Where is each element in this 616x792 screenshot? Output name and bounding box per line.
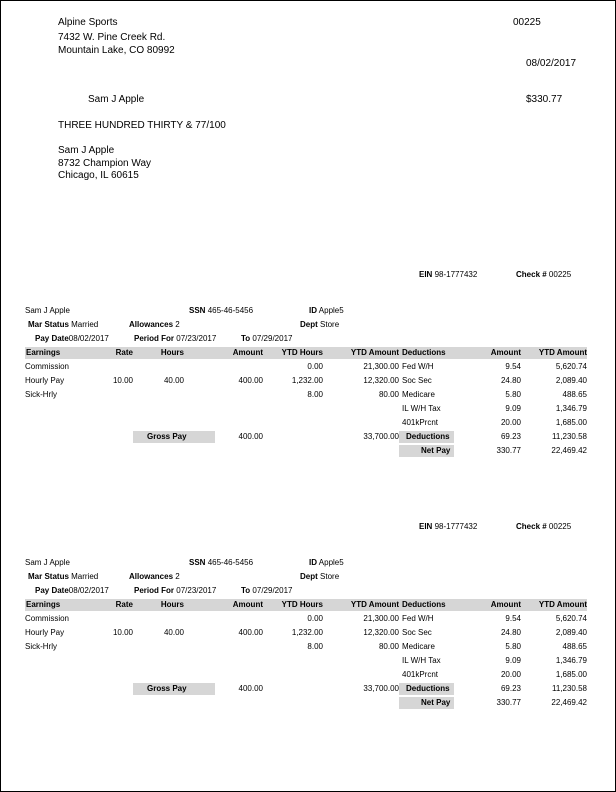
net-pay-amount: 330.77 <box>496 698 521 707</box>
pay-date-label: Pay Date <box>35 334 69 343</box>
deduction-amount: 9.54 <box>505 362 521 371</box>
deduction-name: IL W/H Tax <box>402 404 441 413</box>
id-value: Apple5 <box>318 558 344 567</box>
payee-name: Sam J Apple <box>88 94 145 105</box>
col-hours: Hours <box>160 348 184 357</box>
earning-ytd-hours: 8.00 <box>307 390 323 399</box>
pay-stub <box>1 269 615 529</box>
gross-pay-amount: 400.00 <box>238 684 263 693</box>
earning-ytd-amount: 21,300.00 <box>363 614 399 623</box>
earning-ytd-hours: 0.00 <box>307 614 323 623</box>
col-ytd-hours: YTD Hours <box>281 348 323 357</box>
gross-pay-ytd: 33,700.00 <box>363 684 399 693</box>
gross-pay-label: Gross Pay <box>147 684 187 693</box>
check-amount: $330.77 <box>526 94 563 105</box>
ein-value: 98-1777432 <box>434 522 478 531</box>
id-value: Apple5 <box>318 306 344 315</box>
ein-label: EIN <box>419 522 433 531</box>
col-ded-ytd: YTD Amount <box>538 348 587 357</box>
check-number: 00225 <box>513 17 541 28</box>
earning-ytd-hours: 1,232.00 <box>291 628 323 637</box>
mailing-address-line1: 8732 Champion Way <box>58 158 152 169</box>
col-deductions: Deductions <box>402 348 446 357</box>
net-pay-ytd: 22,469.42 <box>551 698 587 707</box>
net-pay-label: Net Pay <box>421 446 451 455</box>
pay-date-value: 08/02/2017 <box>68 586 109 595</box>
pay-stub <box>1 521 615 781</box>
deductions-total-label: Deductions <box>406 684 450 693</box>
deduction-ytd: 1,346.79 <box>555 656 587 665</box>
deduction-ytd: 488.65 <box>562 642 587 651</box>
dept-label: Dept <box>300 572 318 581</box>
dept-value: Store <box>320 572 340 581</box>
earning-name: Hourly Pay <box>25 376 65 385</box>
id-label: ID <box>309 558 317 567</box>
net-pay-label: Net Pay <box>421 698 451 707</box>
col-ded-amount: Amount <box>490 600 521 609</box>
col-rate: Rate <box>115 348 133 357</box>
col-amount: Amount <box>232 348 263 357</box>
net-pay-amount: 330.77 <box>496 446 521 455</box>
allowances-label: Allowances <box>129 320 174 329</box>
deduction-amount: 9.54 <box>505 614 521 623</box>
check-no-value: 00225 <box>548 522 572 531</box>
check-no-label: Check # <box>516 270 547 279</box>
gross-pay-amount: 400.00 <box>238 432 263 441</box>
deduction-amount: 5.80 <box>505 642 521 651</box>
pay-date-label: Pay Date <box>35 586 69 595</box>
mar-status-value: Married <box>71 572 99 581</box>
id-label: ID <box>309 306 317 315</box>
gross-pay-ytd: 33,700.00 <box>363 432 399 441</box>
period-value: 07/23/2017 <box>176 334 217 343</box>
deduction-ytd: 1,685.00 <box>555 418 587 427</box>
earning-ytd-amount: 80.00 <box>378 390 399 399</box>
deduction-name: Fed W/H <box>402 614 434 623</box>
deduction-amount: 20.00 <box>500 670 521 679</box>
deduction-amount: 9.09 <box>505 656 521 665</box>
earning-amount: 400.00 <box>238 628 263 637</box>
earning-name: Sick-Hrly <box>25 390 57 399</box>
mar-status-label: Mar Status <box>28 320 69 329</box>
col-ytd-hours: YTD Hours <box>281 600 323 609</box>
company-address-line1: 7432 W. Pine Creek Rd. <box>58 32 166 43</box>
ssn-value: 465-46-5456 <box>207 558 254 567</box>
allowances-value: 2 <box>175 320 180 329</box>
col-hours: Hours <box>160 600 184 609</box>
deductions-total-amount: 69.23 <box>500 684 521 693</box>
deduction-ytd: 488.65 <box>562 390 587 399</box>
employee-name: Sam J Apple <box>25 558 70 567</box>
earning-ytd-hours: 1,232.00 <box>291 376 323 385</box>
earning-ytd-amount: 80.00 <box>378 642 399 651</box>
period-label: Period For <box>134 334 175 343</box>
deduction-ytd: 5,620.74 <box>555 362 587 371</box>
to-label: To <box>241 334 251 343</box>
deduction-name: Fed W/H <box>402 362 434 371</box>
earning-ytd-amount: 12,320.00 <box>363 628 399 637</box>
check-no-label: Check # <box>516 522 547 531</box>
dept-label: Dept <box>300 320 318 329</box>
mar-status-label: Mar Status <box>28 572 69 581</box>
period-label: Period For <box>134 586 175 595</box>
earning-name: Commission <box>25 614 70 623</box>
gross-pay-label: Gross Pay <box>147 432 187 441</box>
col-earnings: Earnings <box>26 600 61 609</box>
allowances-value: 2 <box>175 572 180 581</box>
earning-name: Hourly Pay <box>25 628 65 637</box>
deduction-amount: 9.09 <box>505 404 521 413</box>
allowances-label: Allowances <box>129 572 174 581</box>
earning-name: Sick-Hrly <box>25 642 57 651</box>
dept-value: Store <box>320 320 340 329</box>
company-address-line2: Mountain Lake, CO 80992 <box>58 45 175 56</box>
deduction-name: 401kPrcnt <box>402 670 439 679</box>
deduction-ytd: 2,089.40 <box>555 628 587 637</box>
earning-ytd-hours: 0.00 <box>307 362 323 371</box>
deduction-ytd: 5,620.74 <box>555 614 587 623</box>
col-amount: Amount <box>232 600 263 609</box>
net-pay-ytd: 22,469.42 <box>551 446 587 455</box>
col-deductions: Deductions <box>402 600 446 609</box>
col-ded-amount: Amount <box>490 348 521 357</box>
employee-name: Sam J Apple <box>25 306 70 315</box>
deductions-total-ytd: 11,230.58 <box>552 432 587 441</box>
deduction-name: Soc Sec <box>402 376 432 385</box>
earning-ytd-hours: 8.00 <box>307 642 323 651</box>
deduction-name: Medicare <box>402 642 435 651</box>
deduction-ytd: 2,089.40 <box>555 376 587 385</box>
mar-status-value: Married <box>71 320 99 329</box>
mailing-name: Sam J Apple <box>58 145 115 156</box>
deductions-total-amount: 69.23 <box>500 432 521 441</box>
deduction-name: Medicare <box>402 390 435 399</box>
earning-hours: 40.00 <box>163 376 184 385</box>
earning-rate: 10.00 <box>112 376 133 385</box>
amount-in-words: THREE HUNDRED THIRTY & 77/100 <box>58 120 226 131</box>
earning-ytd-amount: 21,300.00 <box>363 362 399 371</box>
deduction-ytd: 1,346.79 <box>555 404 587 413</box>
deductions-total-ytd: 11,230.58 <box>552 684 587 693</box>
col-ytd-amount: YTD Amount <box>350 348 399 357</box>
earning-amount: 400.00 <box>238 376 263 385</box>
col-ytd-amount: YTD Amount <box>350 600 399 609</box>
check-date: 08/02/2017 <box>526 58 577 69</box>
ssn-label: SSN <box>189 558 206 567</box>
deductions-total-label: Deductions <box>406 432 450 441</box>
check-no-value: 00225 <box>548 270 572 279</box>
to-label: To <box>241 586 251 595</box>
earning-ytd-amount: 12,320.00 <box>363 376 399 385</box>
deduction-amount: 24.80 <box>500 376 521 385</box>
ein-label: EIN <box>419 270 433 279</box>
company-name: Alpine Sports <box>58 17 118 28</box>
to-value: 07/29/2017 <box>252 586 293 595</box>
mailing-address-line2: Chicago, IL 60615 <box>58 170 139 181</box>
to-value: 07/29/2017 <box>252 334 293 343</box>
deduction-amount: 5.80 <box>505 390 521 399</box>
deduction-amount: 20.00 <box>500 418 521 427</box>
earning-hours: 40.00 <box>163 628 184 637</box>
deduction-name: IL W/H Tax <box>402 656 441 665</box>
pay-date-value: 08/02/2017 <box>68 334 109 343</box>
ssn-value: 465-46-5456 <box>207 306 254 315</box>
deduction-ytd: 1,685.00 <box>555 670 587 679</box>
col-rate: Rate <box>115 600 133 609</box>
col-earnings: Earnings <box>26 348 61 357</box>
deduction-amount: 24.80 <box>500 628 521 637</box>
col-ded-ytd: YTD Amount <box>538 600 587 609</box>
deduction-name: Soc Sec <box>402 628 432 637</box>
earning-rate: 10.00 <box>112 628 133 637</box>
deduction-name: 401kPrcnt <box>402 418 439 427</box>
ein-value: 98-1777432 <box>434 270 478 279</box>
ssn-label: SSN <box>189 306 206 315</box>
period-value: 07/23/2017 <box>176 586 217 595</box>
earning-name: Commission <box>25 362 70 371</box>
